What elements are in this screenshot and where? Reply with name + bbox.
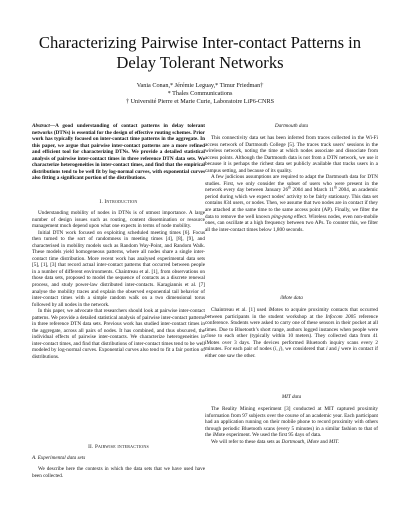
imote-paragraph: Chaintreau et al. [1] used iMotes to acquire proximity contacts that occurred between participants in the student workshop at the Infocom 2005 reference conference. Students were asked to carry one of these sensors in their pocket at all times. Due to Bluetooth’s short range, authors logged instances when people were close to each other (typically within 10 meters). They collected data from 41 iMotes over 3 days. The devices performed Bluetooth inquiry scans every 2 minutes. For each pair of nodes (i, j), we considered that i and j were in contact if either one saw the other. — [205, 307, 379, 359]
dartmouth-paragraph-2: A few judicious assumptions are required to adapt the Dartmouth data for DTN studies. First, we only consider the subset of users who were present in the network every day between January 26th 2004 and March 11th 2004, an academic period during which we expect nodes’ activity to be fairly stationary. This data set contains 834 users, or nodes. Then, we assume that two nodes are in contact if they are attached at the same time to the same access point (AP). Finally, we filter the data to remove the well known ping-pong effect. Wireless nodes, even non-mobile ones, can oscillate at a high frequency between two APs. To counter this, we filter all the inter-contact times below 1,800 seconds. — [205, 174, 378, 233]
paper-title: Characterizing Pairwise Inter-contact Patterns in Delay Tolerant Networks — [38, 33, 362, 72]
dartmouth-body — [205, 135, 378, 233]
heading-dartmouth: Dartmouth data — [274, 123, 309, 129]
heading-mit: MIT data — [281, 394, 302, 400]
dartmouth-paragraph-1: This connectivity data set has been inferred from traces collected in the Wi-Fi access network of Dartmouth College [5]. The traces track users’ sessions in the wireless network, noting the time at which nodes associate and dissociate from access points. Although the Dartmouth data is not from a DTN network, we use it because it is perhaps the richest data set publicly available that tracks users in a campus setting, and because of its quality. — [205, 135, 378, 174]
abstract-label: Abstract — [32, 123, 50, 129]
affiliation-thales: * Thales Communications — [167, 90, 233, 97]
imote-body — [205, 307, 378, 359]
intro-paragraph-3: In this paper, we advocate that researchers should look at pairwise inter-contact patterns. We provide a detailed statistical analysis of pairwise inter-contact patterns in three reference DTN data sets. Previous work has studied inter-contact times in the aggregate, across all pairs of nodes. It has combined, and thus obscured, the individual effects of pairwise inter-contacts. We characterize heterogeneities in inter-contact times, and find that distributions of inter-contact times tend to be well modeled by log-normal curves. Exponential curves also tend to fit a fair portion of distributions. — [32, 308, 205, 361]
section-heading-introduction: I. Introduction — [99, 199, 138, 205]
datasets-intro — [32, 466, 205, 479]
abstract-text: —A good understanding of contact patterns in delay tolerant networks (DTNs) is essential for the design of effective routing schemes. Prior work has typically focused on inter-contact time patterns in the aggregate. In this paper, we argue that pairwise inter-contact patterns are a more refined and efficient tool for characterizing DTNs. We provide a detailed statistical analysis of pairwise inter-contact times in three reference DTN data sets. We characterize heterogeneities in inter-contact times, and find that the empirical distributions tend to be well fit by log-normal curves, with exponential curves also fitting a significant portion of the distributions. — [32, 123, 205, 182]
heading-imote: iMote data — [280, 295, 303, 301]
intro-paragraph-2: Initial DTN work focused on exploiting scheduled meeting times [6]. Focus then turned to the sort of randomness in meeting times [4], [8], [9], and characterised in mobility models such as Random Way-Point, and Random Walk. These models yield homogeneous patterns, where all nodes share a single inter-contact time distribution. More recent work has analysed experimental data sets [5], [1], [3] that record actual inter-contact patterns that occurred between people in a number of different environments. Chaintreau et al. [1], from observations on those data sets, proposed to model the sequence of contacts as a discrete renewal process, and study power-law distributed inter-contacts. Karagiannis et al. [7] analyse the mobility traces and explain the observed exponential tail behavior of inter-contact times with a simple random walk on a two dimensional torus followed by all nodes in the network. — [32, 229, 205, 308]
author-names: Vania Conan,* Jérémie Leguay,* Timur Friedman† — [136, 82, 264, 89]
affiliation-upmc: † Université Pierre et Marie Curie, Laboratoire LiP6-CNRS — [125, 98, 275, 105]
datasets-paragraph: We describe here the contexts in which the data sets that we have used have been collected. — [32, 466, 205, 479]
intro-paragraph-1: Understanding mobility of nodes in DTNs is of utmost importance. A large number of design issues such as routing, content dissemination or resource management much depend upon what one expects in terms of node mobility. — [32, 210, 205, 230]
abstract — [32, 123, 205, 182]
mit-paragraph-2: We will refer to these data sets as Dartmouth, iMote and MIT. — [211, 438, 340, 445]
author-block — [20, 82, 380, 106]
intro-body — [32, 210, 205, 361]
section-heading-pairwise: II. Pairwise interactions — [88, 444, 149, 450]
subsection-heading-datasets: A. Experimental data sets — [32, 455, 86, 461]
mit-paragraph-1: The Reality Mining experiment [3] conducted at MIT captured proximity information from 97 subjects over the course of an academic year. Each participant had an application running on their mobile phone to record proximity with others through periodic Bluetooth scans (every 5 minutes) in a similar fashion to that of the iMote experiment. We used the first 95 days of data. — [205, 406, 378, 439]
mit-body — [205, 406, 378, 445]
